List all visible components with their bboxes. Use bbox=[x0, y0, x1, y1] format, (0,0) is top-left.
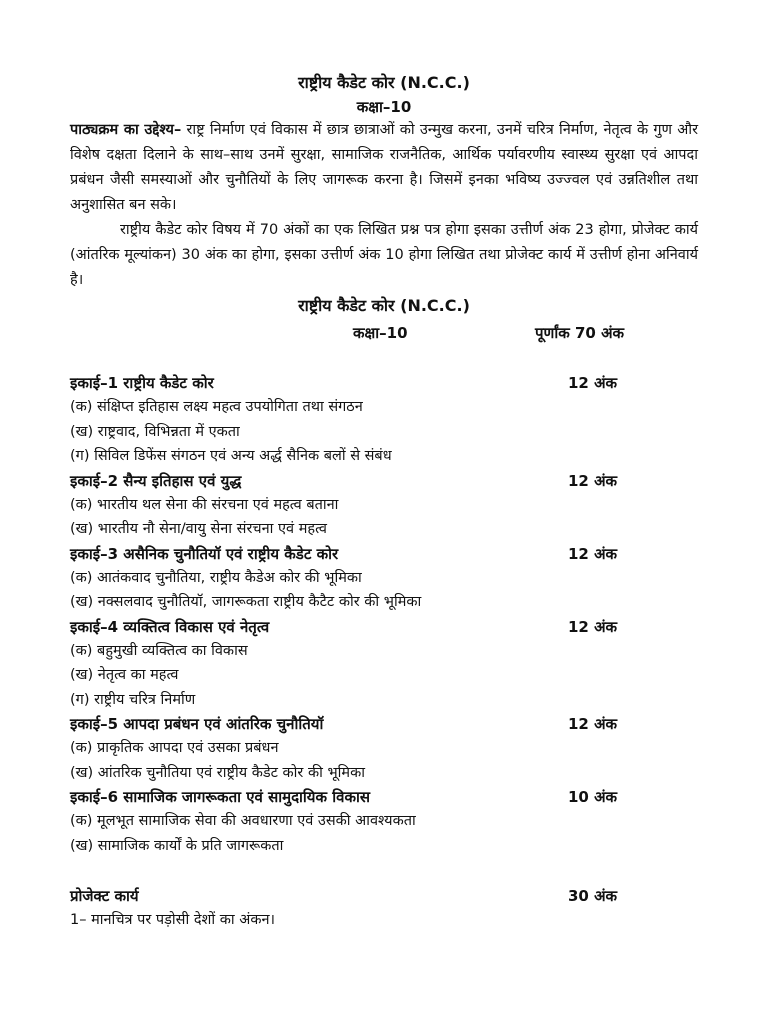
unit-marks: 10 अंक bbox=[568, 788, 618, 806]
objective-paragraph bbox=[70, 118, 698, 218]
unit-item: (क) संक्षिप्त इतिहास लक्ष्य महत्व उपयोगिता तथा संगठन bbox=[70, 399, 363, 415]
unit-item: (ख) राष्ट्रवाद, विभिन्नता में एकता bbox=[70, 423, 240, 440]
unit-title: इकाई–2 सैन्य इतिहास एवं युद्ध bbox=[70, 471, 242, 490]
unit-marks: 12 अंक bbox=[568, 617, 618, 636]
spacer bbox=[70, 347, 698, 371]
objective-text: राष्ट्र निर्माण एवं विकास में छात्र छात्राओं को उन्मुख करना, उनमें चरित्र निर्माण, नेतृत्व के गुण और विशेष दक्षता दिलाने के साथ–साथ उनमें सुरक्षा, सामाजिक राजनैतिक, आर्थिक पर्यावरणीय स्वास्थ्य सुरक्षा एवं आपदा प्रबंधन जैसी समस्याओं और चुनौतियों के लिए जागरूक करना है। जिसमें इनका भविष्य उज्ज्वल एवं उन्नतिशील तथा अनुशासित बन सके। bbox=[70, 122, 698, 213]
exam-paragraph: राष्ट्रीय कैडेट कोर विषय में 70 अंकों का एक लिखित प्रश्न पत्र होगा इसका उत्तीर्ण अंक 23 होगा, प्रोजेक्ट कार्य (आंतरिक मूल्यांकन) 30 अंक का होगा, इसका उत्तीर्ण अंक 10 होगा लिखित तथा प्रोजेक्ट कार्य में उत्तीर्ण होना अनिवार्य है। bbox=[70, 222, 698, 288]
project-heading bbox=[70, 884, 698, 908]
objective-lead: पाठ्यक्रम का उद्देश्य– bbox=[70, 122, 182, 138]
units-list bbox=[70, 371, 698, 858]
unit-heading bbox=[70, 542, 698, 566]
unit-item: (क) प्राकृतिक आपदा एवं उसका प्रबंधन bbox=[70, 740, 279, 756]
unit-item: (ख) सामाजिक कार्यों के प्रति जागरूकता bbox=[70, 837, 284, 854]
unit-heading bbox=[70, 469, 698, 493]
unit-marks: 12 अंक bbox=[568, 544, 618, 563]
unit-item: (क) बहुमुखी व्यक्तित्व का विकास bbox=[70, 642, 248, 659]
unit-heading bbox=[70, 371, 698, 395]
unit-item: (क) मूलभूत सामाजिक सेवा की अवधारणा एवं उसकी आवश्यकता bbox=[70, 813, 416, 829]
page-title: राष्ट्रीय कैडेट कोर (N.C.C.) bbox=[298, 73, 470, 92]
unit-heading bbox=[70, 712, 698, 736]
unit-item: (क) भारतीय थल सेना की संरचना एवं महत्व बताना bbox=[70, 496, 339, 513]
unit-title: इकाई–6 सामाजिक जागरूकता एवं सामुदायिक विकास bbox=[70, 788, 371, 806]
unit-item: (ख) आंतरिक चुनौतिया एवं राष्ट्रीय कैडेट कोर की भूमिका bbox=[70, 764, 365, 781]
spacer bbox=[70, 858, 698, 884]
unit-marks: 12 अंक bbox=[568, 715, 618, 733]
unit-item: (ख) भारतीय नौ सेना/वायु सेना संरचना एवं महत्व bbox=[70, 521, 327, 537]
syllabus-class: कक्षा–10 bbox=[353, 324, 408, 342]
syllabus-page bbox=[70, 70, 698, 933]
project-item: 1– मानचित्र पर पड़ोसी देशों का अंकन। bbox=[70, 912, 276, 928]
syllabus-subheader bbox=[70, 321, 698, 347]
unit-title: इकाई–3 असैनिक चुनौतियॉ एवं राष्ट्रीय कैडेट कोर bbox=[70, 544, 339, 563]
unit-marks: 12 अंक bbox=[568, 471, 618, 490]
unit-title: इकाई–4 व्यक्तित्व विकास एवं नेतृत्व bbox=[70, 617, 270, 636]
unit-heading bbox=[70, 785, 698, 809]
project-title: प्रोजेक्ट कार्य bbox=[70, 887, 139, 905]
project-marks: 30 अंक bbox=[568, 887, 618, 905]
unit-item: (ख) नेतृत्व का महत्व bbox=[70, 667, 179, 683]
unit-item: (ख) नक्सलवाद चुनौतियॉ, जागरूकता राष्ट्रीय कैटैट कोर की भूमिका bbox=[70, 594, 422, 610]
unit-heading bbox=[70, 615, 698, 639]
unit-title: इकाई–1 राष्ट्रीय कैडेट कोर bbox=[70, 374, 214, 392]
syllabus-title: राष्ट्रीय कैडेट कोर (N.C.C.) bbox=[298, 296, 470, 315]
syllabus-total-marks: पूर्णांक 70 अंक bbox=[535, 324, 625, 342]
class-label: कक्षा–10 bbox=[356, 98, 412, 116]
unit-item: (ग) राष्ट्रीय चरित्र निर्माण bbox=[70, 691, 196, 708]
unit-title: इकाई–5 आपदा प्रबंधन एवं आंतरिक चुनौतियॉ bbox=[70, 715, 324, 733]
unit-marks: 12 अंक bbox=[568, 374, 618, 392]
unit-item: (ग) सिविल डिफेंस संगठन एवं अन्य अर्द्ध सैनिक बलों से संबंध bbox=[70, 448, 392, 464]
unit-item: (क) आतंकवाद चुनौतिया, राष्ट्रीय कैडेअ कोर की भूमिका bbox=[70, 569, 362, 586]
